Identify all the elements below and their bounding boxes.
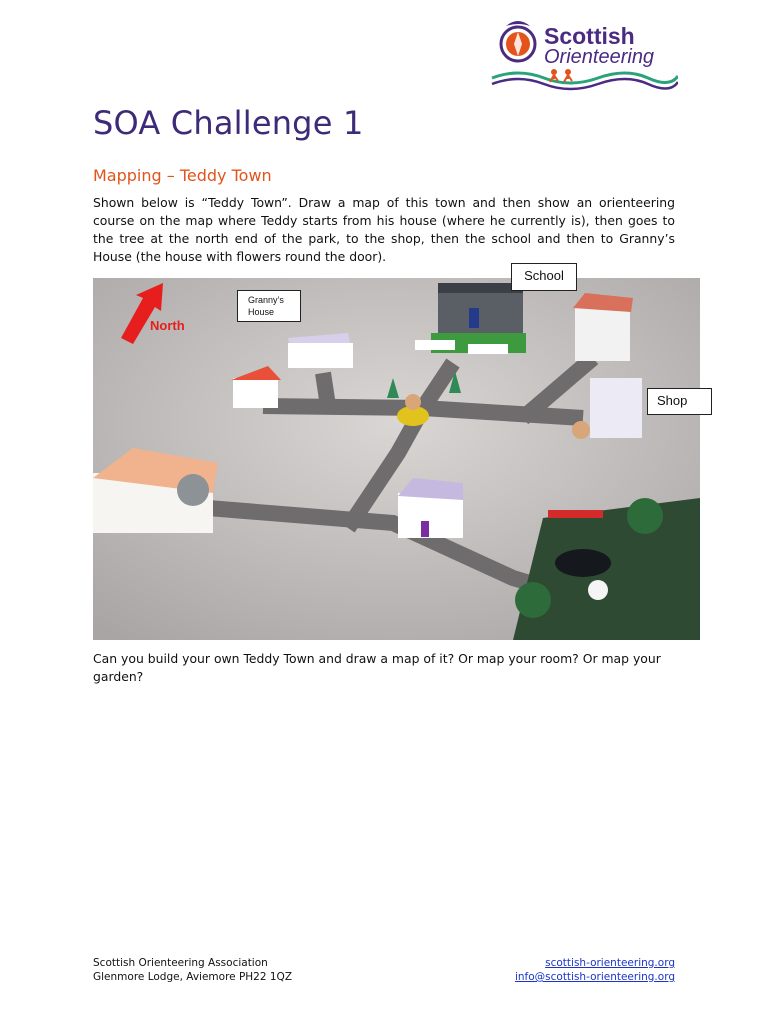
page-title: SOA Challenge 1 — [93, 104, 364, 142]
grannys-house-label-line1: Granny’s — [248, 295, 284, 305]
footer-links — [515, 956, 675, 984]
grannys-house-label — [237, 290, 301, 322]
email-link[interactable]: info@scottish-orienteering.org — [514, 971, 675, 983]
shop-label: Shop — [647, 388, 712, 415]
logo-line1: Scottish — [544, 23, 635, 49]
intro-paragraph: Shown below is “Teddy Town”. Draw a map of this town and then show an orienteering course on the map where Teddy starts from his house (where he currently is), then goes to the tree at the north end of the park, to the shop, then the school and then to Granny’s House (the house with flowers round the door). — [93, 195, 675, 264]
logo-line2: Orienteering — [544, 46, 655, 68]
footer-org: Scottish Orienteering Association — [93, 957, 268, 969]
logo-text — [544, 23, 655, 68]
grannys-house-label-line2: House — [248, 307, 275, 317]
school-label: School — [511, 263, 577, 291]
outro-paragraph: Can you build your own Teddy Town and draw a map of it? Or map your room? Or map your garden? — [93, 651, 661, 684]
section-subtitle: Mapping – Teddy Town — [93, 166, 272, 185]
footer-address-line: Glenmore Lodge, Aviemore PH22 1QZ — [93, 971, 293, 983]
footer-address — [93, 956, 292, 984]
north-label: North — [150, 318, 185, 333]
website-link[interactable]: scottish-orienteering.org — [545, 957, 675, 969]
